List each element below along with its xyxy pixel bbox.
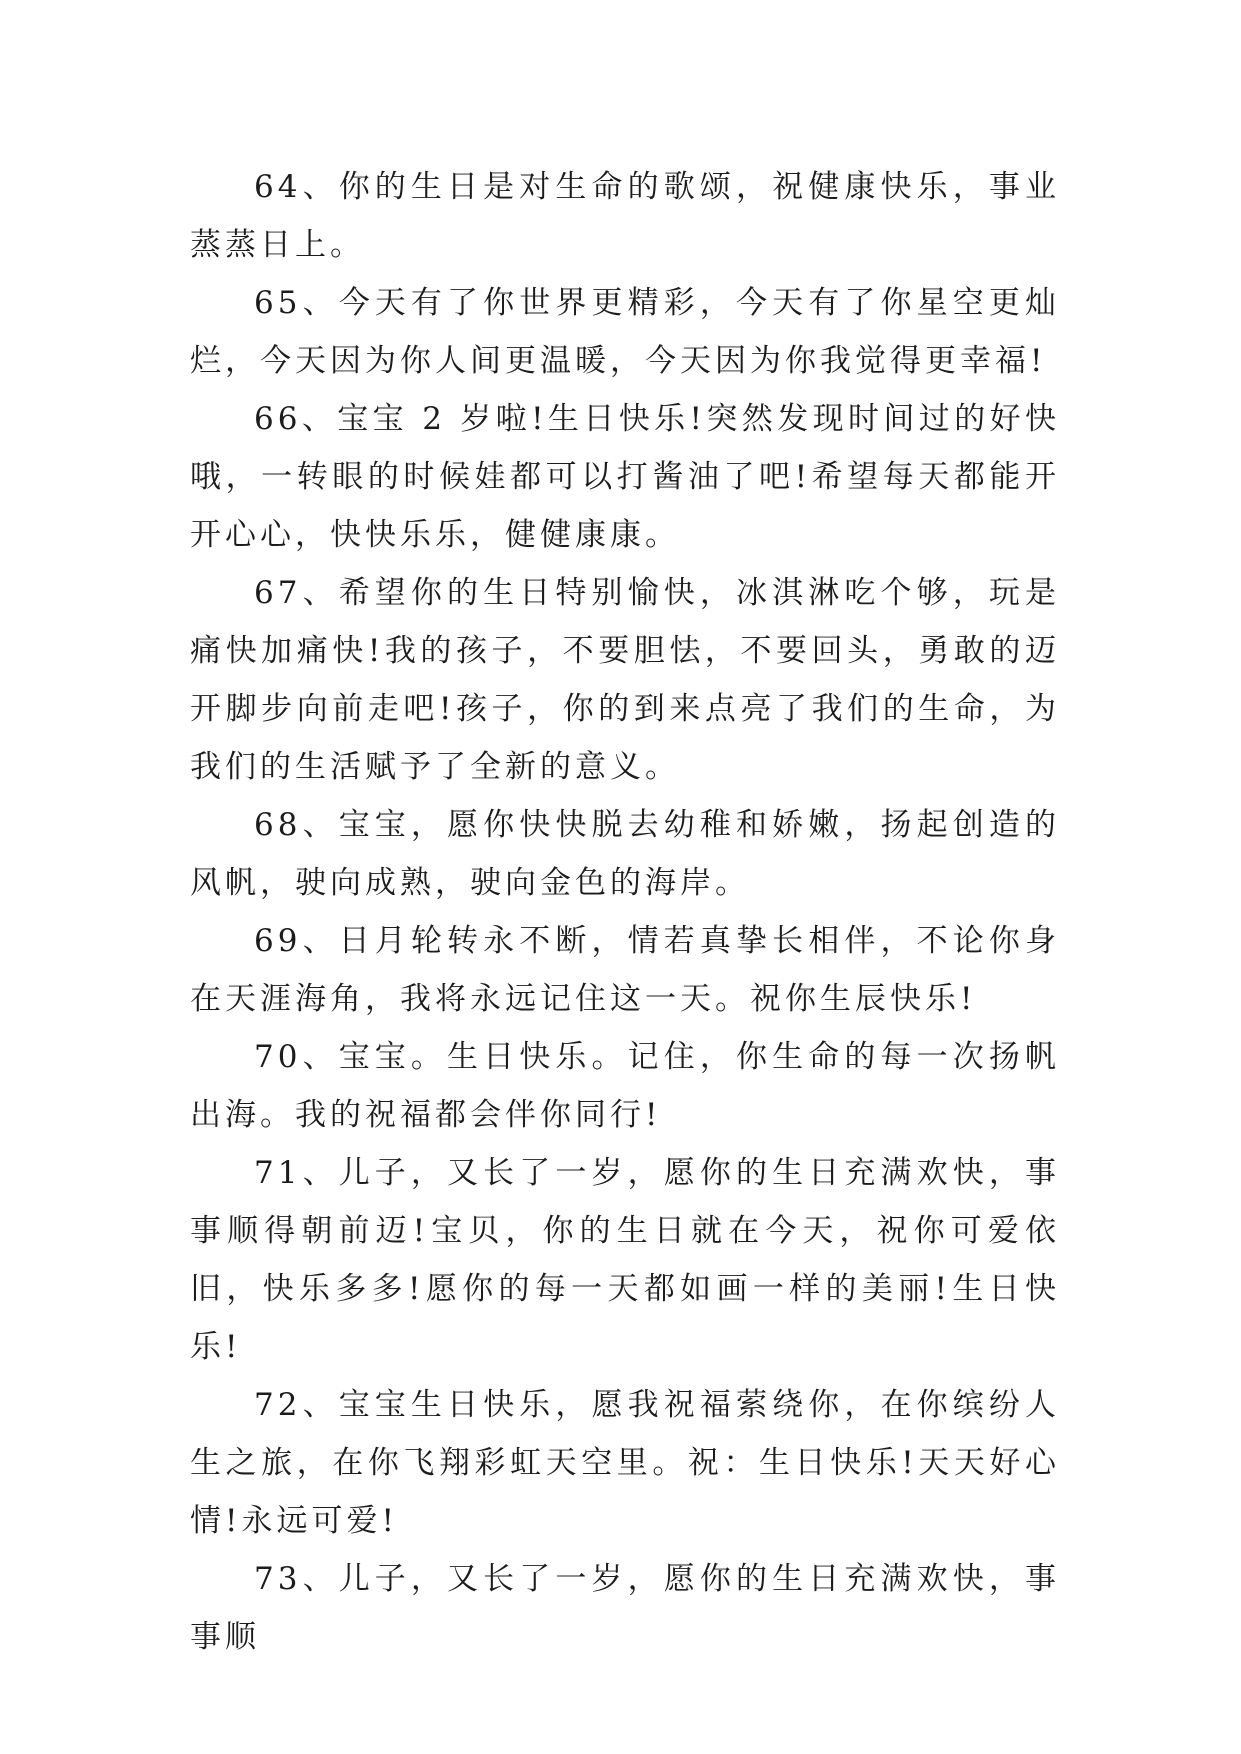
document-body [190,158,1060,1666]
paragraph-68: 68、宝宝，愿你快快脱去幼稚和娇嫩，扬起创造的风帆，驶向成熟，驶向金色的海岸。 [190,807,1060,901]
paragraph-72: 72、宝宝生日快乐，愿我祝福萦绕你，在你缤纷人生之旅，在你飞翔彩虹天空里。祝：生日快乐!天天好心情!永远可爱! [190,1387,1060,1539]
paragraph-64: 64、你的生日是对生命的歌颂，祝健康快乐，事业蒸蒸日上。 [190,169,1060,263]
paragraph-65: 65、今天有了你世界更精彩，今天有了你星空更灿烂，今天因为你人间更温暖，今天因为你我觉得更幸福! [190,285,1060,379]
paragraph-69: 69、日月轮转永不断，情若真挚长相伴，不论你身在天涯海角，我将永远记住这一天。祝你生辰快乐! [190,923,1060,1017]
paragraph-70: 70、宝宝。生日快乐。记住，你生命的每一次扬帆出海。我的祝福都会伴你同行! [190,1039,1060,1133]
paragraph-67: 67、希望你的生日特别愉快，冰淇淋吃个够，玩是痛快加痛快!我的孩子，不要胆怯，不要回头，勇敢的迈开脚步向前走吧!孩子，你的到来点亮了我们的生命，为我们的生活赋予了全新的意义。 [190,575,1060,785]
paragraph-73: 73、儿子，又长了一岁，愿你的生日充满欢快，事事顺 [190,1561,1060,1655]
paragraph-71: 71、儿子，又长了一岁，愿你的生日充满欢快，事事顺得朝前迈!宝贝，你的生日就在今天，祝你可爱依旧，快乐多多!愿你的每一天都如画一样的美丽!生日快乐! [190,1155,1060,1365]
paragraph-66: 66、宝宝 2 岁啦!生日快乐!突然发现时间过的好快哦，一转眼的时候娃都可以打酱油了吧!希望每天都能开开心心，快快乐乐，健健康康。 [190,401,1060,553]
